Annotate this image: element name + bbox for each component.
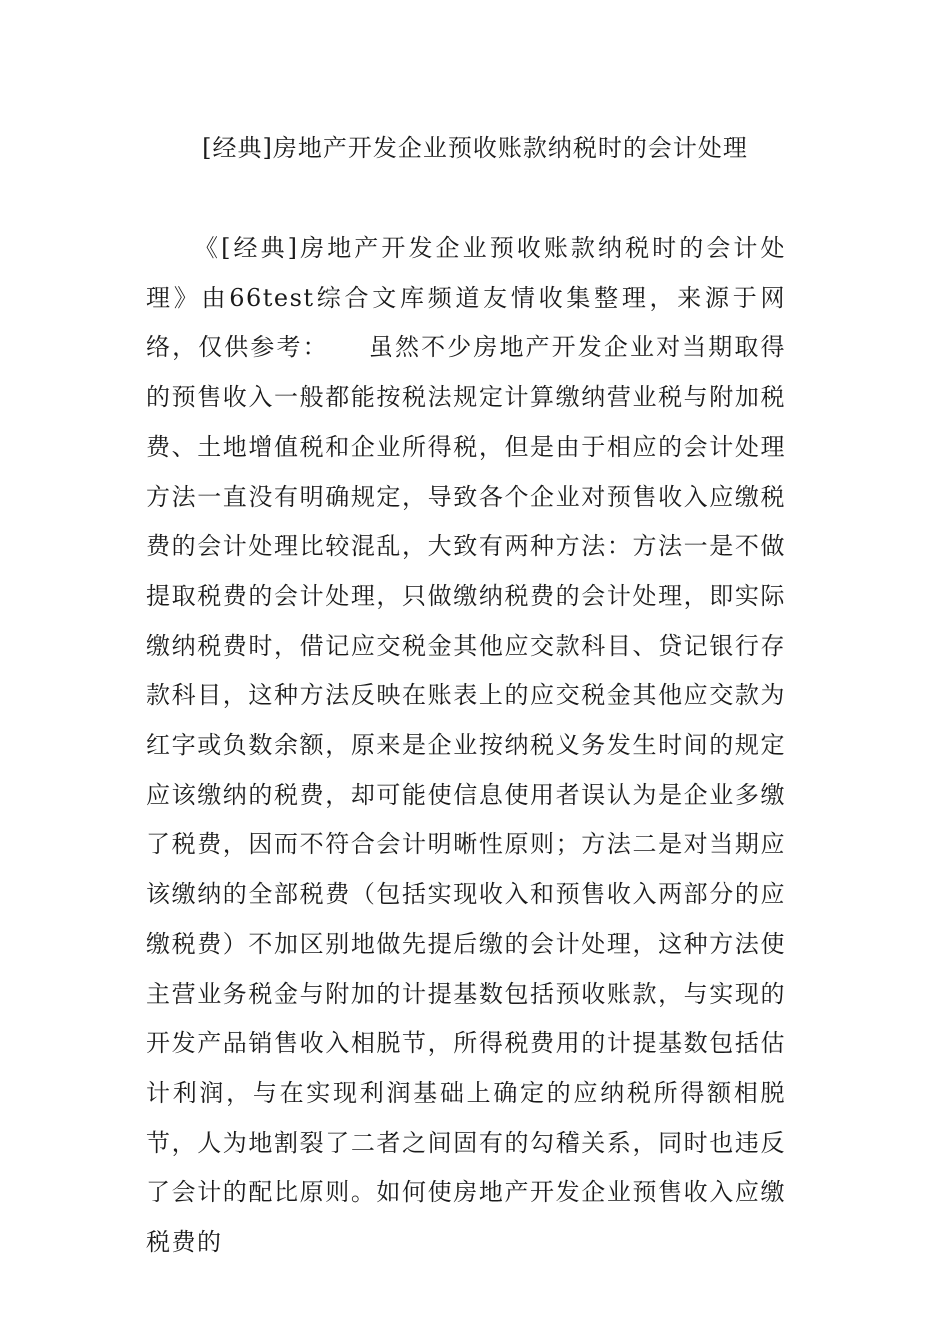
document-title: [经典]房地产开发企业预收账款纳税时的会计处理	[202, 134, 748, 162]
document-body-paragraph: 《[经典]房地产开发企业预收账款纳税时的会计处理》由66test综合文库频道友情收集整理，来源于网络，仅供参考： 虽然不少房地产开发企业对当期取得的预售收入一般都能按税法规定计算缴纳营业税与附加税费、土地增值税和企业所得税，但是由于相应的会计处理方法一直没有明确规定，导致各个企业对预售收入应缴税费的会计处理比较混乱，大致有两种方法：方法一是不做提取税费的会计处理，只做缴纳税费的会计处理，即实际缴纳税费时，借记应交税金其他应交款科目、贷记银行存款科目，这种方法反映在账表上的应交税金其他应交款为红字或负数余额，原来是企业按纳税义务发生时间的规定应该缴纳的税费，却可能使信息使用者误认为是企业多缴了税费，因而不符合会计明晰性原则；方法二是对当期应该缴纳的全部税费（包括实现收入和预售收入两部分的应缴税费）不加区别地做先提后缴的会计处理，这种方法使主营业务税金与附加的计提基数包括预收账款，与实现的开发产品销售收入相脱节，所得税费用的计提基数包括估计利润，与在实现利润基础上确定的应纳税所得额相脱节，人为地割裂了二者之间固有的勾稽关系，同时也违反了会计的配比原则。如何使房地产开发企业预售收入应缴税费的	[146, 234, 786, 1257]
